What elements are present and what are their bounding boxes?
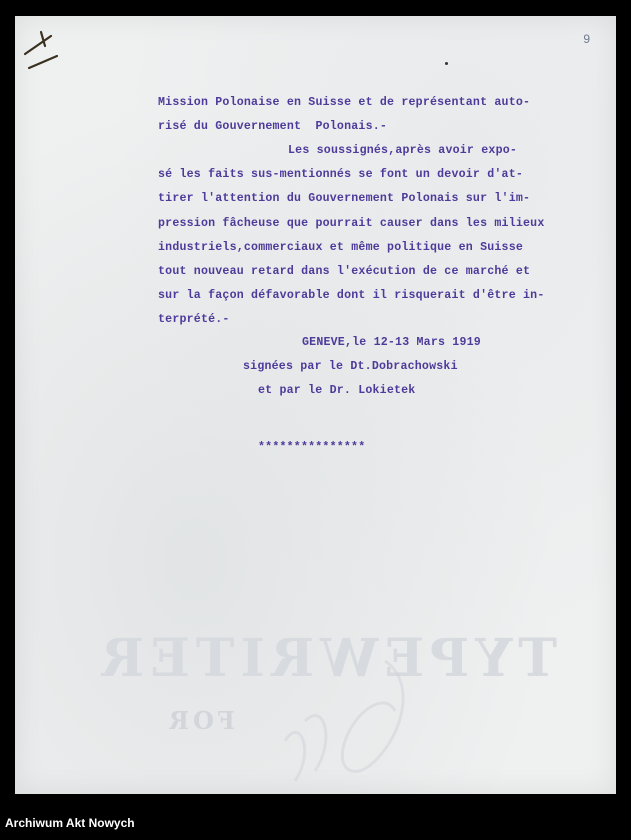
- body-line: industriels,commerciaux et même politique en Suisse: [158, 241, 524, 254]
- body-line: sé les faits sus-mentionnés se font un devoir d'at-: [158, 168, 524, 181]
- body-line: sur la façon défavorable dont il risquerait d'être in-: [158, 289, 545, 302]
- body-line: tirer l'attention du Gouvernement Polonais sur l'im-: [158, 192, 531, 205]
- body-line: Les soussignés,après avoir expo-: [288, 144, 518, 157]
- place-and-date: GENEVE,le 12-13 Mars 1919: [302, 336, 481, 349]
- separator-stars: ***************: [258, 441, 366, 454]
- body-line: Mission Polonaise en Suisse et de représentant auto-: [158, 96, 531, 109]
- typed-text-block: [15, 16, 616, 794]
- show-through-watermark-small: FOR: [165, 706, 235, 735]
- body-line: tout nouveau retard dans l'exécution de ce marché et: [158, 265, 531, 278]
- signatory-line: signées par le Dt.Dobrachowski: [243, 360, 458, 373]
- archive-label: Archiwum Akt Nowych: [5, 816, 135, 830]
- body-line: pression fâcheuse que pourrait causer dans les milieux: [158, 217, 545, 230]
- signatory-line: et par le Dr. Lokietek: [258, 384, 416, 397]
- document-page: [15, 16, 616, 794]
- body-line: terprété.-: [158, 313, 230, 326]
- body-line: risé du Gouvernement Polonais.-: [158, 120, 388, 133]
- page-number: 9: [583, 32, 590, 46]
- show-through-watermark: TYPEWRITER: [95, 628, 558, 689]
